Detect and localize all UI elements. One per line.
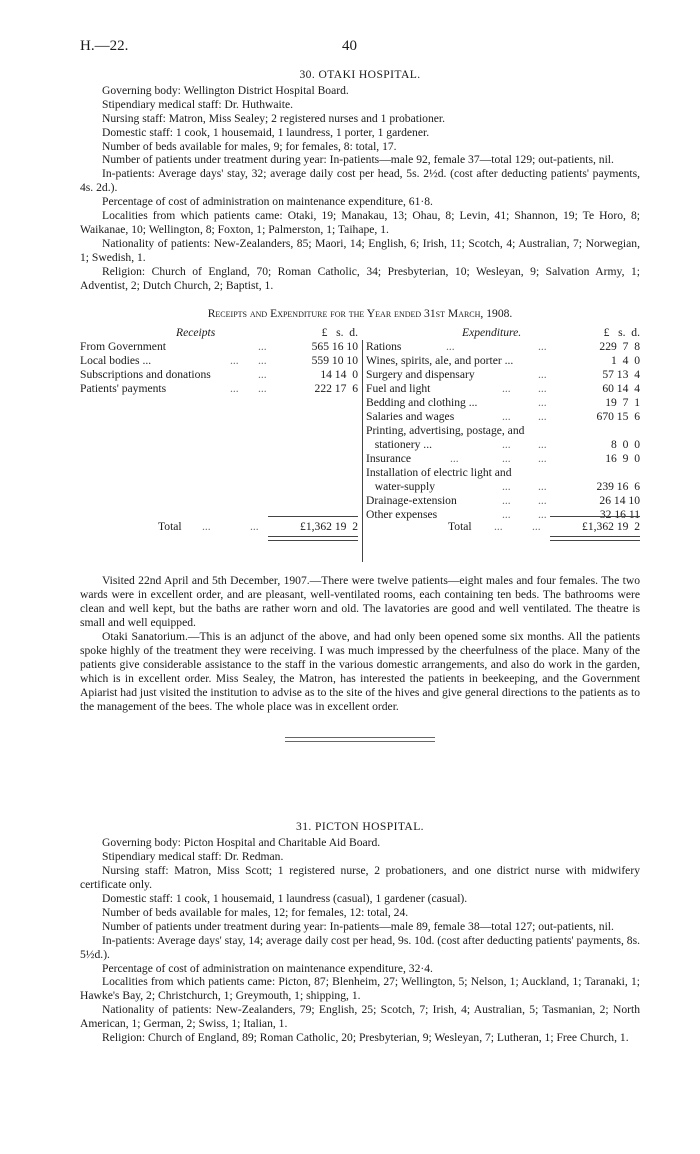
picton-section-title: 31. PICTON HOSPITAL. xyxy=(296,820,424,834)
account-title: Receipts and Expenditure for the Year ended 31st March, 1908. xyxy=(207,306,513,320)
picton-localities: Localities from which patients came: Picton, 87; Blenheim, 27; Wellington, 5; Nelson, 1; Auckland, 1; Taranaki, 1; Hawke's Bay, 2; Christchurch, 1; Greymouth, 1; shipping, 1. xyxy=(80,975,640,1003)
expenditure-row: Other expenses ... ... 32 16 11 xyxy=(366,508,640,522)
otaki-domestic-staff: Domestic staff: 1 cook, 1 housemaid, 1 laundress, 1 porter, 1 gardener. xyxy=(102,125,430,139)
expenditure-column xyxy=(366,326,640,534)
expenditure-total-row: Total ... ... £1,362 19 2 xyxy=(448,520,640,534)
otaki-governing-body: Governing body: Wellington District Hospital Board. xyxy=(102,83,349,97)
picton-nationality: Nationality of patients: New-Zealanders, 79; English, 25; Scotch, 7; Irish, 4; Australian, 5; Tasmanian, 2; North American, 1; German, 2; Swiss, 1; Italian, 1. xyxy=(80,1003,640,1031)
otaki-beds: Number of beds available for males, 9; for females, 8: total, 17. xyxy=(102,139,397,153)
picton-admin-cost: Percentage of cost of administration on maintenance expenditure, 32·4. xyxy=(102,961,433,975)
receipts-currency-heading: £ s. d. xyxy=(321,326,358,340)
picton-medical-staff: Stipendiary medical staff: Dr. Redman. xyxy=(102,850,284,864)
expenditure-heading: Expenditure. xyxy=(462,326,522,340)
receipts-total-row: Total ... ... £1,362 19 2 xyxy=(158,520,358,534)
picton-religion: Religion: Church of England, 89; Roman Catholic, 20; Presbyterian, 9; Wesleyan, 7; Lutheran, 1; Free Church, 1. xyxy=(102,1031,629,1045)
expenditure-total-label: Total xyxy=(448,520,472,534)
receipt-row: Patients' payments ... ... 222 17 6 xyxy=(80,382,358,396)
expenditure-row: Rations ... ... 229 7 8 xyxy=(366,340,640,354)
expenditure-row: Salaries and wages ... ... 670 15 6 xyxy=(366,410,640,424)
expenditure-row: stationery ... ... ... 8 0 0 xyxy=(366,438,640,452)
expenditure-total-amount: £1,362 19 2 xyxy=(582,520,640,534)
otaki-nationality: Nationality of patients: New-Zealanders, 85; Maori, 14; English, 6; Irish, 11; Scotch, 4; Australian, 7; Norwegian, 1; Swedish, 1. xyxy=(80,236,640,264)
otaki-sanatorium-report: Otaki Sanatorium.—This is an adjunct of the above, and had only been opened some six months. All the patients spoke highly of the treatment they were receiving. I was much impressed by the cheerfulness of the place. Many of the patients give considerable assistance to the staff in the various domestic arrangements, and also do work in the garden, which is in excellent order. Miss Sealey, the Matron, has interested the patients in beekeeping, and the Government Apiarist had just visited the institution to advise as to the site of the hives and give general directions to the patients as to the management of the bees. The whole place was in excellent order. xyxy=(80,630,640,713)
receipts-heading: Receipts xyxy=(176,326,216,340)
picton-governing-body: Governing body: Picton Hospital and Charitable Aid Board. xyxy=(102,836,381,850)
otaki-religion: Religion: Church of England, 70; Roman Catholic, 34; Presbyterian, 10; Wesleyan, 9; Salvation Army, 1; Adventist, 2; Dutch Church, 2; Baptist, 1. xyxy=(80,264,640,292)
expenditure-row: Installation of electric light and xyxy=(366,466,512,480)
receipts-total-amount: £1,362 19 2 xyxy=(300,520,358,534)
picton-domestic-staff: Domestic staff: 1 cook, 1 housemaid, 1 laundress (casual), 1 gardener (casual). xyxy=(102,892,468,905)
otaki-medical-staff: Stipendiary medical staff: Dr. Huthwaite. xyxy=(102,97,294,111)
report-reference: H.—22. xyxy=(80,38,129,54)
receipt-row: From Government ... 565 16 10 xyxy=(80,340,358,354)
otaki-in-patients: In-patients: Average days' stay, 32; average daily cost per head, 5s. 2½d. (cost after deducting patients' payments, 4s. 2d.). xyxy=(80,167,640,195)
otaki-visit-report: Visited 22nd April and 5th December, 1907.—There were twelve patients—eight males and four females. The two wards were in excellent order, and are pleasant, well-ventilated rooms, each containing ten beds. The bathrooms were clean and well kept, but the baths are rather worn and old. The lavatories are good and well ventilated. The theatre is small and well equipped. xyxy=(80,574,640,630)
expenditure-row: Drainage-extension ... ... 26 14 10 xyxy=(366,494,640,508)
otaki-nursing-staff: Nursing staff: Matron, Miss Sealey; 2 registered nurses and 1 probationer. xyxy=(102,111,446,125)
expenditure-row: Bedding and clothing ... ... 19 7 1 xyxy=(366,396,640,410)
receipts-column xyxy=(80,326,358,534)
receipts-total-label: Total xyxy=(158,520,182,534)
receipt-row: Local bodies ... ... ... 559 10 10 xyxy=(80,354,358,368)
picton-in-patients: In-patients: Average days' stay, 14; average daily cost per head, 9s. 10d. (cost after deducting patients' payments, 8s. 5½d.). xyxy=(80,933,640,961)
account-ledger xyxy=(80,326,640,562)
picton-beds: Number of beds available for males, 12; for females, 12: total, 24. xyxy=(102,905,409,919)
picton-patients-treated: Number of patients under treatment during year: In-patients—male 89, female 38—total 127; out-patients, nil. xyxy=(102,919,614,933)
expenditure-row: Insurance ... ... ... 16 9 0 xyxy=(366,452,640,466)
expenditure-row: Surgery and dispensary ... 57 13 4 xyxy=(366,368,640,382)
expenditure-currency-heading: £ s. d. xyxy=(603,326,640,340)
receipt-row: Subscriptions and donations ... 14 14 0 xyxy=(80,368,358,382)
document-page xyxy=(80,40,640,1045)
expenditure-row: water-supply ... ... 239 16 6 xyxy=(366,480,640,494)
section-separator xyxy=(285,737,435,738)
expenditure-row: Wines, spirits, ale, and porter ... 1 4 0 xyxy=(366,354,640,368)
otaki-admin-cost: Percentage of cost of administration on maintenance expenditure, 61·8. xyxy=(102,195,433,209)
picton-nursing-staff: Nursing staff: Matron, Miss Scott; 1 registered nurse, 2 probationers, and one district nurse with midwifery certificate only. xyxy=(80,864,640,892)
expenditure-row: Fuel and light ... ... 60 14 4 xyxy=(366,382,640,396)
otaki-section-title: 30. OTAKI HOSPITAL. xyxy=(299,68,421,81)
page-number: 40 xyxy=(342,38,357,54)
otaki-localities: Localities from which patients came: Otaki, 19; Manakau, 13; Ohau, 8; Levin, 41; Shannon, 19; Te Horo, 8; Waikanae, 10; Wellington, 8; Foxton, 1; Palmerston, 1; Taihape, 1. xyxy=(80,209,640,236)
ledger-divider xyxy=(362,340,363,562)
expenditure-row: Printing, advertising, postage, and xyxy=(366,424,525,438)
page-header xyxy=(80,40,640,60)
otaki-patients-treated: Number of patients under treatment during year: In-patients—male 92, female 37—total 129; out-patients, nil. xyxy=(102,153,614,167)
